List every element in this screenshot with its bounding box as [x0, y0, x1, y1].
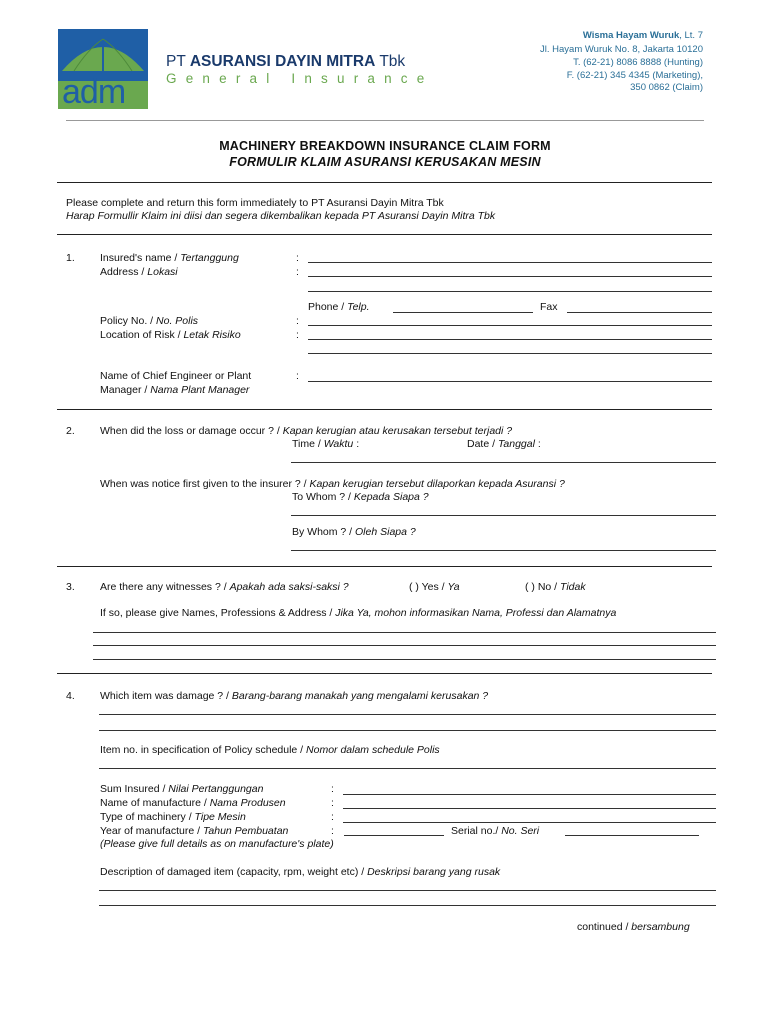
- fax-field[interactable]: [567, 312, 712, 313]
- instruction-en: Please complete and return this form immediately to PT Asuransi Dayin Mitra Tbk: [66, 197, 444, 209]
- chief-engineer-label: Name of Chief Engineer or Plant: [100, 370, 252, 382]
- machinery-type-field[interactable]: [343, 822, 716, 823]
- sum-insured-field[interactable]: [343, 794, 716, 795]
- damaged-item-field[interactable]: [99, 714, 716, 715]
- company-tagline: General Insurance: [166, 71, 434, 86]
- year-field[interactable]: [344, 835, 444, 836]
- form-title-en: MACHINERY BREAKDOWN INSURANCE CLAIM FORM: [219, 139, 551, 153]
- damaged-item-question: Which item was damage ? / Barang-barang manakah yang mengalami kerusakan ?: [100, 690, 489, 702]
- section-number: 4.: [66, 690, 75, 702]
- loss-date-question: When did the loss or damage occur ? / Kapan kerugian atau kerusakan tersebut terjadi ?: [100, 425, 513, 437]
- address-label: Address / Lokasi: [100, 266, 178, 278]
- section-number: 1.: [66, 252, 75, 264]
- description-field[interactable]: [99, 890, 716, 891]
- time-label: Time / Waktu :: [292, 438, 360, 450]
- colon: :: [296, 329, 299, 341]
- witness-no-checkbox[interactable]: ( ) No / Tidak: [525, 581, 586, 593]
- by-whom-field[interactable]: [291, 550, 716, 551]
- to-whom-label: To Whom ? / Kepada Siapa ?: [292, 491, 429, 503]
- phone-label: Phone / Telp.: [308, 301, 370, 313]
- plate-details-note: (Please give full details as on manufacture's plate): [100, 838, 334, 850]
- colon: :: [331, 825, 334, 837]
- colon: :: [331, 783, 334, 795]
- serial-no-field[interactable]: [565, 835, 699, 836]
- location-of-risk-field[interactable]: [308, 339, 712, 340]
- location-of-risk-label: Location of Risk / Letak Risiko: [100, 329, 241, 341]
- item-no-field[interactable]: [99, 768, 716, 769]
- plant-manager-label: Manager / Nama Plant Manager: [100, 384, 250, 396]
- machinery-type-label: Type of machinery / Tipe Mesin: [100, 811, 246, 823]
- colon: :: [296, 315, 299, 327]
- description-label: Description of damaged item (capacity, rpm, weight etc) / Deskripsi barang yang rusak: [100, 866, 501, 878]
- company-name: PT ASURANSI DAYIN MITRA Tbk: [166, 53, 406, 70]
- instruction-id: Harap Formullir Klaim ini diisi dan segera dikembalikan kepada PT Asuransi Dayin Mitra Tbk: [66, 210, 496, 222]
- colon: :: [296, 252, 299, 264]
- year-label: Year of manufacture / Tahun Pembuatan: [100, 825, 289, 837]
- form-title-id: FORMULIR KLAIM ASURANSI KERUSAKAN MESIN: [229, 155, 541, 169]
- section-number: 3.: [66, 581, 75, 593]
- manufacturer-label: Name of manufacture / Nama Produsen: [100, 797, 286, 809]
- section-divider: [57, 234, 712, 235]
- witness-yes-checkbox[interactable]: ( ) Yes / Ya: [409, 581, 460, 593]
- witness-details-label: If so, please give Names, Professions & Address / Jika Ya, mohon informasikan Nama, Professi dan Alamatnya: [100, 607, 617, 619]
- policy-no-label: Policy No. / No. Polis: [100, 315, 199, 327]
- header-divider: [66, 120, 704, 121]
- date-label: Date / Tanggal :: [467, 438, 541, 450]
- by-whom-label: By Whom ? / Oleh Siapa ?: [292, 526, 416, 538]
- colon: :: [296, 370, 299, 382]
- section-divider: [57, 673, 712, 674]
- logo: [58, 29, 148, 109]
- phone-field[interactable]: [393, 312, 533, 313]
- witness-details-field-line3[interactable]: [93, 659, 716, 660]
- title-divider: [57, 182, 712, 183]
- continued-label: continued / bersambung: [577, 921, 690, 933]
- location-of-risk-field-line2[interactable]: [308, 353, 712, 354]
- section-number: 2.: [66, 425, 75, 437]
- fax-line: F. (62-21) 345 4345 (Marketing),: [566, 70, 703, 81]
- serial-no-label: Serial no./ No. Seri: [451, 825, 540, 837]
- policy-no-field[interactable]: [308, 325, 712, 326]
- manufacturer-field[interactable]: [343, 808, 716, 809]
- logo-text: adm: [62, 73, 126, 111]
- witness-details-field-line2[interactable]: [93, 645, 716, 646]
- fax-label: Fax: [540, 301, 558, 313]
- notice-question: When was notice first given to the insurer ? / Kapan kerugian tersebut dilaporkan kepada Asuransi ?: [100, 478, 565, 490]
- item-no-label: Item no. in specification of Policy schedule / Nomor dalam schedule Polis: [100, 744, 440, 756]
- colon: :: [331, 797, 334, 809]
- address-line: Jl. Hayam Wuruk No. 8, Jakarta 10120: [540, 44, 703, 55]
- claim-line: 350 0862 (Claim): [630, 82, 703, 93]
- address-title: Wisma Hayam Wuruk, Lt. 7: [582, 30, 703, 41]
- loss-date-time-field[interactable]: [291, 462, 716, 463]
- sum-insured-label: Sum Insured / Nilai Pertanggungan: [100, 783, 264, 795]
- section-divider: [57, 566, 712, 567]
- witnesses-question: Are there any witnesses ? / Apakah ada saksi-saksi ?: [100, 581, 349, 593]
- witness-details-field[interactable]: [93, 632, 716, 633]
- description-field-line2[interactable]: [99, 905, 716, 906]
- insured-name-field[interactable]: [308, 262, 712, 263]
- address-field-line2[interactable]: [308, 291, 712, 292]
- damaged-item-field-line2[interactable]: [99, 730, 716, 731]
- insured-name-label: Insured's name / Tertanggung: [100, 252, 239, 264]
- section-divider: [57, 409, 712, 410]
- colon: :: [296, 266, 299, 278]
- chief-engineer-field[interactable]: [308, 381, 712, 382]
- phone-line: T. (62-21) 8086 8888 (Hunting): [573, 57, 703, 68]
- colon: :: [331, 811, 334, 823]
- address-field[interactable]: [308, 276, 712, 277]
- to-whom-field[interactable]: [291, 515, 716, 516]
